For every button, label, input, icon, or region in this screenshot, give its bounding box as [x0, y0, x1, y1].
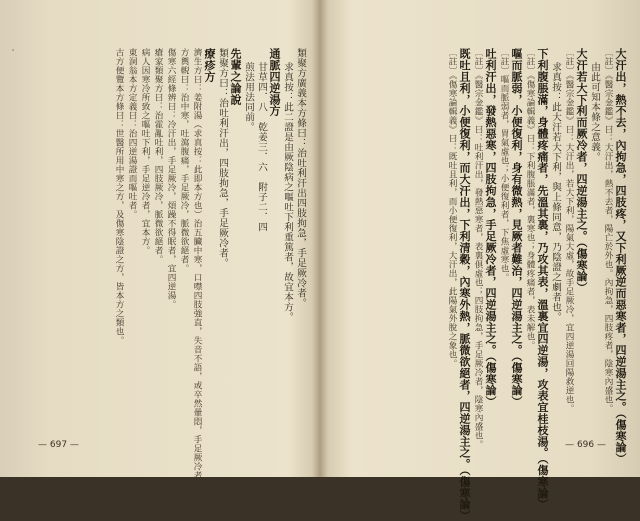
- note-column: 〔註〕《醫宗金鑑》曰：吐利汗出，發熱惡寒者，表裏俱虛也；四肢拘急，手足厥冷者，陰寒內盛也。: [473, 48, 483, 449]
- note-column: 〔註〕《醫宗金鑑》曰：大汗出，若大下利，陽氣大虛，故手足厥冷，宜四逆湯回陽救逆也。: [564, 48, 574, 413]
- text-column: 類聚方曰：治吐利汗出，四肢拘急，手足厥冷者。: [217, 48, 228, 268]
- formula-heading: 通脈四逆湯方: [268, 48, 281, 117]
- text-column: 由此可知本條之意義。: [589, 62, 600, 162]
- left-page: [0, 0, 318, 489]
- text-column: 濟生方曰：姜附湯（求真按：此即本方也）治五臟中寒，口噤四肢強直，失音不語，或卒然暈悶，手足厥冷者。: [192, 48, 202, 489]
- text-column: 方輿輗曰：治中寒，吐瀉腹痛，手足厥冷，脈微欲絕者。: [179, 48, 189, 273]
- note-column: 〔註〕《傷寒論輯義》曰：既吐且利，而小便復利，大汗出，此陽氣外脫之象也。: [447, 48, 457, 368]
- section-heading: 療疹方: [203, 48, 216, 83]
- page-number: — 696 —: [565, 440, 606, 450]
- text-column: 東洞翁本方定義曰：治四逆湯證而嘔吐者。: [127, 48, 137, 219]
- text-column: 古方便覽本方條曰：世醫所用中寒之方，及傷寒陰證之方，皆本方之類也。: [114, 48, 124, 345]
- page-number: — 697 —: [38, 440, 79, 450]
- passage-heading: 吐利汗出，發熱惡寒，四肢拘急，手足厥冷者，四逆湯主之。（傷寒論）: [484, 48, 497, 408]
- text-column: 煎法用法同前。: [243, 62, 254, 132]
- text-column: 瘡家類聚方曰：治霍亂吐利，四肢厥冷，脈微欲絕者。: [153, 48, 163, 264]
- passage-heading: 嘔而脈弱，小便復利，身有微熱，見厥者難治，四逆湯主之。（傷寒論）: [510, 48, 523, 408]
- passage-heading: 大汗若大下利而厥冷者，四逆湯主之。（傷寒論）: [575, 48, 588, 294]
- text-column: 求真按：此二證是由厥陰病之嘔吐下利重篤者，故宜本方。: [282, 62, 293, 322]
- text-column: 病人因寒冷所致之嘔吐下利，手足逆冷者，宜本方。: [140, 48, 150, 255]
- text-column: 類聚方廣義本方條曰：治吐利汗出四肢拘急，手足厥冷者。: [295, 48, 306, 308]
- note-column: 〔註〕嘔而脈弱者，胃氣虛也；小便復利者，下焦虛寒也。: [499, 48, 509, 282]
- note-column: 〔註〕《傷寒論輯義》曰：下利腹脹滿者，裏寒也；身體疼痛者，表未解也。: [525, 48, 535, 350]
- right-page: [322, 0, 640, 521]
- passage-heading: 既吐且利，小便復利，而大汗出，下利清穀，內寒外熱，脈微欲絕者，四逆湯主之。（傷寒論）: [458, 48, 471, 521]
- passage-heading: 下利腹脹滿，身體疼痛者，先溫其裏，乃攻其表，溫裏宜四逆湯，攻表宜桂枝湯。（傷寒論）: [536, 48, 549, 510]
- text-column: 求真按：此大汗若大下利，與上條同意，乃陰證之劇者也。: [550, 62, 561, 322]
- corner-mark: ﾟ: [12, 49, 16, 58]
- passage-heading: 大汗出，熱不去，內拘急，四肢疼，又下利厥逆而惡寒者，四逆湯主之。（傷寒論）: [614, 48, 627, 465]
- section-heading: 先輩之論說: [229, 48, 242, 105]
- ingredients-line: 甘草四．八 乾姜三．六 附子二．四: [256, 62, 267, 232]
- text-column: 傷寒六經條辨曰：冷汗出，手足厥冷，煩躁不得眠者，宜四逆湯。: [166, 48, 176, 309]
- note-column: 〔註〕《醫宗金鑑》曰：大汗出，熱不去者，陽亡於外也。內拘急，四肢疼者，陰寒內盛也。: [603, 48, 613, 413]
